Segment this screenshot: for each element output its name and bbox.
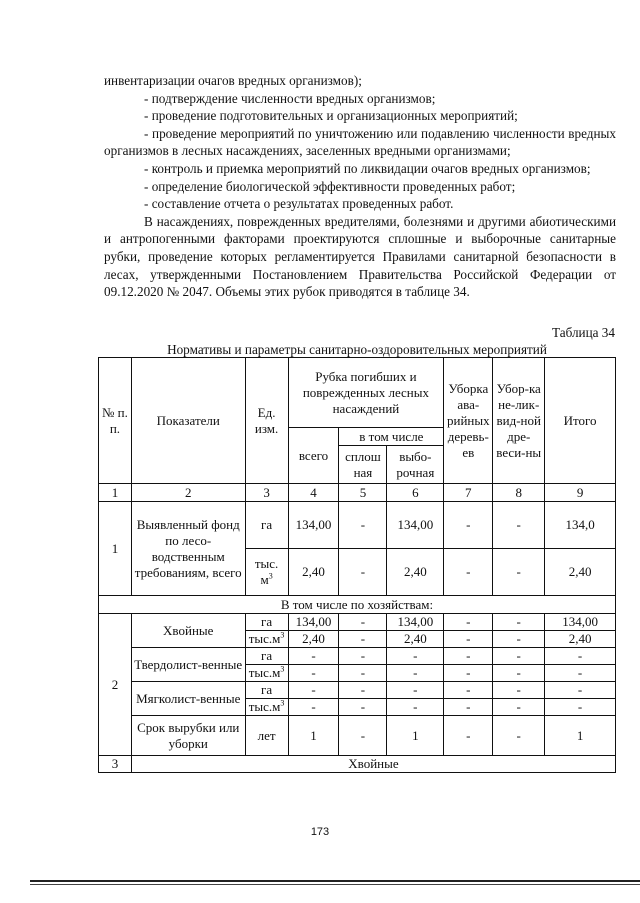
unit-text: тыс.м <box>248 665 281 680</box>
group-conifer-unit-ha: га <box>245 614 288 631</box>
group2-m3-value-cell: - <box>493 699 545 716</box>
group0-ha-value-cell: 134,00 <box>545 614 616 631</box>
group-softwood-unit-ha: га <box>245 682 288 699</box>
term-label: Срок вырубки или уборки <box>131 716 245 756</box>
group2-ha-value-cell: - <box>493 682 545 699</box>
row1-ha-value-cell: - <box>339 502 387 549</box>
unit-superscript: 3 <box>280 630 285 640</box>
row1-ha-value-cell: 134,00 <box>387 502 444 549</box>
group1-ha-value-cell: - <box>288 648 339 665</box>
header-total: всего <box>288 428 339 484</box>
group-softwood-unit-m3 <box>245 699 288 716</box>
column-number-cell: 8 <box>493 484 545 502</box>
header-clear: сплош ная <box>339 446 387 484</box>
group0-m3-value-cell: - <box>493 631 545 648</box>
sanitary-measures-table <box>98 357 616 773</box>
by-farms-row: В том числе по хозяйствам: <box>99 596 616 614</box>
row1-m3-value-cell: 2,40 <box>387 549 444 596</box>
row1-m3-value-cell: - <box>444 549 493 596</box>
group1-ha-value-cell: - <box>339 648 387 665</box>
column-number-cell: 2 <box>131 484 245 502</box>
row1-ha-value-cell: - <box>493 502 545 549</box>
group2-m3-value-cell: - <box>444 699 493 716</box>
group2-ha-value-cell: - <box>288 682 339 699</box>
group0-ha-value-cell: 134,00 <box>288 614 339 631</box>
table-title: Нормативы и параметры санитарно-оздоровительных мероприятий <box>167 342 547 357</box>
group0-ha-value-cell: - <box>339 614 387 631</box>
column-number-cell: 1 <box>99 484 132 502</box>
row3-label: Хвойные <box>131 756 615 773</box>
row1-m3-value-cell: - <box>493 549 545 596</box>
paragraph-sanitary-felling: В насаждениях, поврежденных вредителями, болезнями и другими абиотическими и антропогенными факторами проектируются сплошные и выборочные санитарные рубки, проведение которых регламентируется Правилами санитарной безопасности в лесах, утвержденными Постановлением Правительства Российской Федерации от 09.12.2020 № 2047. Объемы этих рубок приводятся в таблице 34. <box>104 213 616 300</box>
group2-ha-value-cell: - <box>444 682 493 699</box>
group0-ha-value-cell: - <box>444 614 493 631</box>
group2-ha-value-cell: - <box>545 682 616 699</box>
header-unit: Ед. изм. <box>245 358 288 484</box>
row1-num: 1 <box>99 502 132 596</box>
row1-m3-value-cell: 2,40 <box>288 549 339 596</box>
unit-superscript: 3 <box>268 571 273 581</box>
group0-m3-value-cell: 2,40 <box>387 631 444 648</box>
unit-superscript: 3 <box>280 664 285 674</box>
header-felling: Рубка погибших и поврежденных лесных насаждений <box>288 358 444 428</box>
group1-m3-value-cell: - <box>339 665 387 682</box>
group0-m3-value-cell: - <box>339 631 387 648</box>
group2-m3-value-cell: - <box>545 699 616 716</box>
column-number-row <box>99 484 616 502</box>
term-value-cell: - <box>339 716 387 756</box>
group-conifer-label: Хвойные <box>131 614 245 648</box>
bottom-rule <box>30 880 640 882</box>
group2-ha-value-cell: - <box>387 682 444 699</box>
group0-ha-value-cell: 134,00 <box>387 614 444 631</box>
bullet-suppression: - проведение мероприятий по уничтожению или подавлению численности вредных организмов в лесных насаждениях, заселенных вредными организмами; <box>104 125 616 159</box>
term-value-cell: 1 <box>545 716 616 756</box>
term-value-cell: 1 <box>288 716 339 756</box>
group1-m3-value-cell: - <box>545 665 616 682</box>
bullet-preparatory: - проведение подготовительных и организационных мероприятий; <box>144 108 518 124</box>
row1-ha-value-cell: 134,0 <box>545 502 616 549</box>
bullet-confirmation: - подтверждение численности вредных организмов; <box>144 90 436 106</box>
group1-ha-value-cell: - <box>387 648 444 665</box>
group1-ha-value-cell: - <box>493 648 545 665</box>
row1-ha-value-cell: 134,00 <box>288 502 339 549</box>
term-value-cell: 1 <box>387 716 444 756</box>
group2-m3-value-cell: - <box>339 699 387 716</box>
unit-text: тыс.м <box>248 699 281 714</box>
group1-m3-value-cell: - <box>387 665 444 682</box>
row1-unit-thousand-m3 <box>245 549 288 596</box>
header-num: № п. п. <box>99 358 132 484</box>
column-number-cell: 4 <box>288 484 339 502</box>
row1-ha-value-cell: - <box>444 502 493 549</box>
row1-m3-value-cell: - <box>339 549 387 596</box>
table-number: Таблица 34 <box>552 325 615 340</box>
term-unit: лет <box>245 716 288 756</box>
group-softwood-label: Мягколист-венные <box>131 682 245 716</box>
group1-ha-value-cell: - <box>545 648 616 665</box>
group2-ha-value-cell: - <box>339 682 387 699</box>
column-number-cell: 7 <box>444 484 493 502</box>
group2-m3-value-cell: - <box>387 699 444 716</box>
row1-label: Выявленный фонд по лесо-водственным требованиям, всего <box>131 502 245 596</box>
header-of-which: в том числе <box>339 428 444 446</box>
row1-m3-value-cell: 2,40 <box>545 549 616 596</box>
group1-m3-value-cell: - <box>444 665 493 682</box>
unit-superscript: 3 <box>280 698 285 708</box>
unit-base: м <box>260 572 269 587</box>
term-value-cell: - <box>493 716 545 756</box>
group1-m3-value-cell: - <box>493 665 545 682</box>
group0-ha-value-cell: - <box>493 614 545 631</box>
group1-ha-value-cell: - <box>444 648 493 665</box>
body-text <box>104 72 616 301</box>
group0-m3-value-cell: - <box>444 631 493 648</box>
term-value-cell: - <box>444 716 493 756</box>
column-number-cell: 5 <box>339 484 387 502</box>
bullet-control: - контроль и приемка мероприятий по ликвидации очагов вредных организмов; <box>144 160 591 176</box>
bullet-report: - составление отчета о результатах проведенных работ. <box>144 196 454 212</box>
unit-prefix: тыс. <box>254 556 279 571</box>
text-line-continuation: инвентаризации очагов вредных организмов); <box>104 73 362 88</box>
group2-m3-value-cell: - <box>288 699 339 716</box>
header-grand-total: Итого <box>545 358 616 484</box>
column-number-cell: 3 <box>245 484 288 502</box>
group-hardwood-label: Твердолист-венные <box>131 648 245 682</box>
group1-m3-value-cell: - <box>288 665 339 682</box>
group0-m3-value-cell: 2,40 <box>288 631 339 648</box>
column-number-cell: 9 <box>545 484 616 502</box>
row2-num: 2 <box>99 614 132 756</box>
header-selective: выбо-рочная <box>387 446 444 484</box>
row1-unit-ha: га <box>245 502 288 549</box>
bottom-rule-thin <box>30 884 640 885</box>
header-indicator: Показатели <box>131 358 245 484</box>
group-hardwood-unit-ha: га <box>245 648 288 665</box>
column-number-cell: 6 <box>387 484 444 502</box>
bullet-efficiency: - определение биологической эффективности проведенных работ; <box>144 178 516 194</box>
group0-m3-value-cell: 2,40 <box>545 631 616 648</box>
page-number: 173 <box>310 826 330 838</box>
group-conifer-unit-m3 <box>245 631 288 648</box>
row3-num: 3 <box>99 756 132 773</box>
header-emergency: Уборка ава-рийных деревь-ев <box>444 358 493 484</box>
group-hardwood-unit-m3 <box>245 665 288 682</box>
header-nonliquid: Убор-ка не-лик-вид-ной дре-веси-ны <box>493 358 545 484</box>
unit-text: тыс.м <box>248 631 281 646</box>
